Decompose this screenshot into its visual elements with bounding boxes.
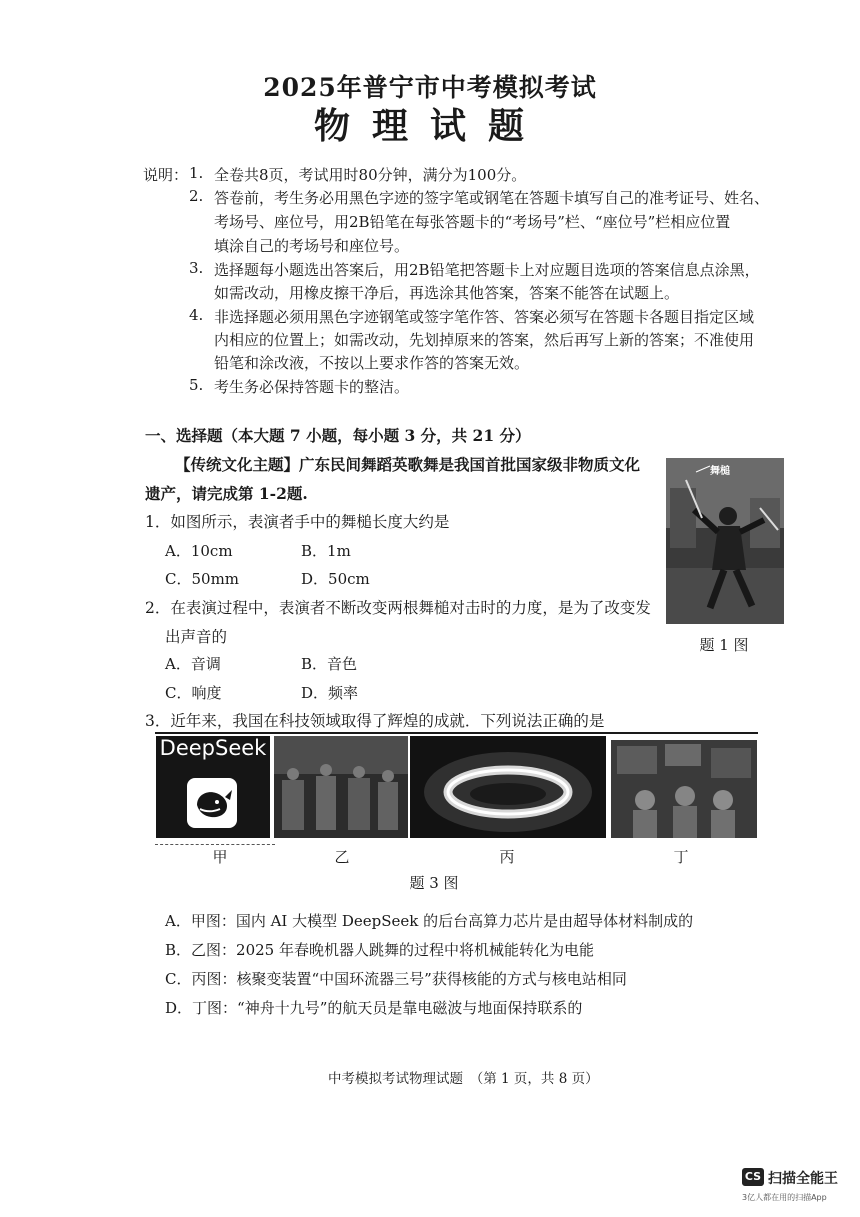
instruction-3-line-1: 选择题每小题选出答案后，用2B铅笔把答题卡上对应题目选项的答案信息点涂黑， [214, 261, 760, 279]
deepseek-logo-text: DeepSeek [159, 736, 267, 760]
q3-label-ding: 丁 [673, 848, 689, 866]
q1-option-c: C．50mm [165, 570, 240, 588]
section-heading: 一、选择题（本大题 7 小题，每小题 3 分，共 21 分） [145, 426, 531, 445]
q3-stem: 3．近年来，我国在科技领域取得了辉煌的成就．下列说法正确的是 [145, 712, 605, 730]
drumstick-label: 舞槌 [710, 466, 730, 477]
instruction-1-line-1: 全卷共8页，考试用时80分钟，满分为100分。 [214, 166, 527, 184]
instruction-4-line-1: 非选择题必须用黑色字迹钢笔或签字笔作答、答案必须写在答题卡各题目指定区域 [214, 308, 755, 326]
subject-title: 物理试题 [313, 105, 546, 147]
q2-option-c: C．响度 [165, 684, 222, 702]
camscanner-tagline: 3亿人都在用的扫描App [742, 1193, 827, 1202]
q3-option-c: C．丙图：核聚变装置“中国环流器三号”获得核能的方式与核电站相同 [165, 970, 627, 988]
q3-figure-yi [274, 736, 408, 838]
theme-intro-line-1: 【传统文化主题】广东民间舞蹈英歌舞是我国首批国家级非物质文化 [175, 455, 641, 474]
exam-title: 2025年普宁市中考模拟考试 [263, 73, 597, 102]
q3-option-a: A．甲图：国内 AI 大模型 DeepSeek 的后台高算力芯片是由超导体材料制成的 [165, 912, 694, 930]
q3-figure-jia [156, 736, 270, 838]
q3-figure-dashed-rule [155, 844, 275, 845]
q3-label-bing: 丙 [499, 848, 515, 866]
deepseek-whale-icon [187, 778, 237, 828]
q2-stem-line-2: 出声音的 [165, 628, 228, 646]
q1-figure-caption: 题 1 图 [699, 636, 749, 654]
q2-stem-line-1: 2．在表演过程中，表演者不断改变两根舞槌对击时的力度，是为了改变发 [145, 599, 651, 617]
tokamak-ring-icon [410, 736, 606, 838]
instruction-1-num: 1. [189, 164, 204, 182]
q3-option-d: D．丁图：“神舟十九号”的航天员是靠电磁波与地面保持联系的 [165, 999, 583, 1017]
q3-figure-ding [611, 740, 757, 838]
instruction-5-line-1: 考生务必保持答题卡的整洁。 [214, 378, 410, 396]
q1-option-a: A．10cm [165, 542, 233, 560]
page-footer: 中考模拟考试物理试题 （第 1 页，共 8 页） [328, 1071, 599, 1087]
camscanner-name: 扫描全能王 [768, 1171, 838, 1187]
space-station-photo-icon [611, 740, 757, 838]
camscanner-logo: CS [742, 1168, 764, 1186]
instruction-2-num: 2. [189, 187, 204, 205]
instruction-2-line-3: 填涂自己的考场号和座位号。 [214, 237, 410, 255]
theme-intro-line-2: 遗产，请完成第 1-2题. [145, 484, 308, 503]
q1-option-b: B．1m [301, 542, 351, 560]
q3-option-b: B．乙图：2025 年春晚机器人跳舞的过程中将机械能转化为电能 [165, 941, 594, 959]
q1-stem: 1．如图所示，表演者手中的舞槌长度大约是 [145, 513, 450, 531]
q1-option-d: D．50cm [301, 570, 370, 588]
instruction-2-line-1: 答卷前，考生务必用黑色字迹的签字笔或钢笔在答题卡填写自己的准考证号、姓名、 [214, 189, 770, 207]
q3-figure-bing [410, 736, 606, 838]
q2-option-b: B．音色 [301, 655, 358, 673]
robot-dance-photo-icon [274, 736, 408, 838]
instruction-4-line-2: 内相应的位置上；如需改动，先划掉原来的答案，然后再写上新的答案；不准使用 [214, 331, 755, 349]
q3-label-jia: 甲 [212, 848, 228, 866]
q1-figure [666, 458, 784, 624]
instruction-3-line-2: 如需改动，用橡皮擦干净后，再选涂其他答案，答案不能答在试题上。 [214, 284, 680, 302]
instruction-3-num: 3. [189, 259, 204, 277]
q3-figure-caption: 题 3 图 [409, 874, 459, 892]
q2-option-d: D．频率 [301, 684, 359, 702]
dancer-photo-icon [666, 458, 784, 624]
instructions-label: 说明： [143, 166, 189, 184]
instruction-4-num: 4. [189, 306, 204, 324]
instruction-4-line-3: 铅笔和涂改液，不按以上要求作答的答案无效。 [214, 354, 530, 372]
q2-option-a: A．音调 [165, 655, 221, 673]
q3-label-yi: 乙 [334, 848, 350, 866]
q3-figure-top-rule [155, 732, 758, 734]
instruction-2-line-2: 考场号、座位号，用2B铅笔在每张答题卡的“考场号”栏、“座位号”栏相应位置 [214, 213, 731, 231]
instruction-5-num: 5. [189, 376, 204, 394]
